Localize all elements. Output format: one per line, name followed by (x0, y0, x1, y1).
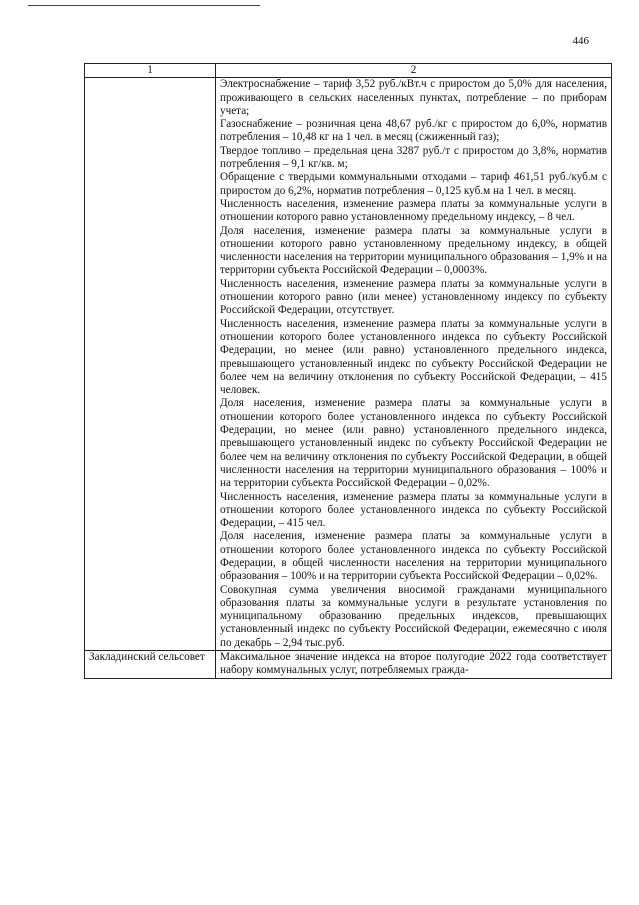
paragraph-gas: Газоснабжение – розничная цена 48,67 руб./кг с приростом до 6,0%, норматив потребления – 10,48 кг на 1 чел. в месяц (сжиженный газ); (220, 118, 607, 144)
column-1-header: 1 (85, 64, 216, 78)
table-header-row (85, 64, 612, 78)
table-row (85, 651, 612, 679)
paragraph-max-index: Максимальное значение индекса на второе полугодие 2022 года соответствует набору коммунальных услуг, потребляемых гражда- (220, 651, 607, 677)
paragraph-waste: Обращение с твердыми коммунальными отходами – тариф 461,51 руб./куб.м с приростом до 6,2%, норматив потребления – 0,125 куб.м на 1 чел. в месяц. (220, 171, 607, 197)
paragraph-share-more: Доля населения, изменение размера платы за коммунальные услуги в отношении которого более установленного индекса по субъекту Российской Федерации, в общей численности населения на территории муниципального образования – 100% и на территории субъекта Российской Федерации – 0,02%. (220, 530, 607, 583)
paragraph-solid-fuel: Твердое топливо – предельная цена 3287 руб./т с приростом до 3,8%, норматив потребления – 9,1 кг/кв. м; (220, 144, 607, 171)
document-table (84, 63, 612, 679)
paragraph-population-equal: Численность населения, изменение размера платы за коммунальные услуги в отношении которого равно установленному предельному индексу, – 8 чел. (220, 197, 607, 224)
municipality-name: Закладинский сельсовет (85, 651, 216, 679)
paragraph-share-between: Доля населения, изменение размера платы за коммунальные услуги в отношении которого более установленного индекса по субъекту Российской Федерации, но менее (или равно) установленного предельного индекса, превышающего установленный индекс по субъекту Российской Федерации не более чем на величину отклонения по субъекту Российской Федерации, в общей численности населения на территории муниципального образования – 100% и на территории субъекта Российской Федерации – 0,02%. (220, 397, 607, 490)
page-number: 446 (572, 35, 589, 47)
paragraph-population-more: Численность населения, изменение размера платы за коммунальные услуги в отношении которого более установленного индекса по субъекту Российской Федерации, – 415 чел. (220, 490, 607, 530)
paragraph-total-sum: Совокупная сумма увеличения вносимой гражданами муниципального образования платы за коммунальные услуги в результате установления по муниципальному образованию предельных индексов, превышающих установленный индекс по субъекту Российской Федерации, ежемесячно с июля по декабрь – 2,94 тыс.руб. (220, 583, 607, 649)
paragraph-share-equal: Доля населения, изменение размера платы за коммунальные услуги в отношении которого равно установленному предельному индексу, в общей численности населения на территории муниципального образования – 1,9% и на территории субъекта Российской Федерации – 0,0003%. (220, 224, 607, 277)
description-cell (216, 651, 612, 679)
table-row (85, 78, 612, 651)
paragraph-population-between: Численность населения, изменение размера платы за коммунальные услуги в отношении которого более установленного индекса по субъекту Российской Федерации, но менее (или равно) установленного предельного индекса, превышающего установленный индекс по субъекту Российской Федерации не более чем на величину отклонения по субъекту Российской Федерации, – 415 человек. (220, 317, 607, 397)
paragraph-electricity: Электроснабжение – тариф 3,52 руб./кВт.ч с приростом до 5,0% для населения, проживающего в сельских населенных пунктах, потребление – по приборам учета; (220, 78, 607, 117)
column-2-header: 2 (216, 64, 612, 78)
top-rule (28, 5, 260, 6)
description-cell (216, 78, 612, 651)
municipality-cell (85, 78, 216, 651)
paragraph-population-less: Численность населения, изменение размера платы за коммунальные услуги в отношении которого равно (или менее) установленному индексу по субъекту Российской Федерации, отсутствует. (220, 277, 607, 317)
